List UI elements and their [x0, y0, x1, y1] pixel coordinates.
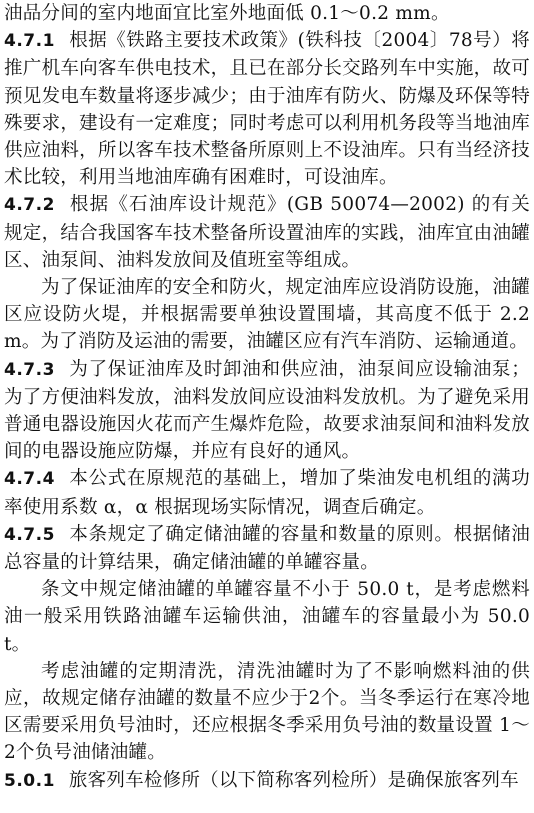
- clause-4-7-3: [4, 356, 530, 466]
- paragraph-tank-count: [4, 658, 530, 767]
- paragraph-fire-safety: [4, 274, 530, 356]
- clause-number: 4.7.5: [4, 524, 55, 545]
- paragraph-text: 根据《石油库设计规范》(GB 50074—2002) 的有关规定，结合我国客车技术整备所设置油库的实践，油库宜由油罐区、油泵间、油料发放间及值班室等组成。: [4, 194, 530, 271]
- paragraph-tank-capacity: [4, 576, 530, 658]
- paragraph-text: 本公式在原规范的基础上，增加了柴油发电机组的满功率使用系数 α，α 根据现场实际情况，调查后确定。: [4, 468, 530, 518]
- paragraph-continuation: [4, 0, 530, 27]
- paragraph-text: 考虑油罐的定期清洗，清洗油罐时为了不影响燃料油的供应，故规定储存油罐的数量不应少于2个。当冬季运行在寒冷地区需要采用负号油时，还应根据冬季采用负号油的数量设置 1～2个负号油储油罐。: [4, 660, 530, 764]
- clause-number: 4.7.4: [4, 469, 55, 490]
- paragraph-text: 本条规定了确定储油罐的容量和数量的原则。根据储油总容量的计算结果，确定储油罐的单罐容量。: [4, 523, 530, 574]
- clause-number: 5.0.1: [4, 770, 55, 791]
- clause-5-0-1: [4, 767, 530, 795]
- paragraph-text: 根据《铁路主要技术政策》(铁科技〔2004〕78号）将推广机车向客车供电技术，且已在部分长交路列车中实施，故可预见发电车数量将逐步减少；由于油库有防火、防爆及环保等特殊要求，建设有一定难度；同时考虑可以利用机务段等当地油库供应油料，所以客车技术整备所原则上不设油库。只有当经济技术比较，利用当地油库确有困难时，可设油库。: [4, 30, 530, 189]
- clause-4-7-1: [4, 27, 530, 191]
- paragraph-text: 条文中规定储油罐的单罐容量不小于 50.0 t，是考虑燃料油一般采用铁路油罐车运输供油，油罐车的容量最小为 50.0 t。: [4, 579, 530, 655]
- clause-number: 4.7.2: [4, 195, 55, 216]
- paragraph-text: 旅客列车检修所（以下简称客列检所）是确保旅客列车: [68, 769, 519, 791]
- clause-4-7-2: [4, 191, 530, 274]
- document-page: [4, 0, 530, 795]
- paragraph-text: 油品分间的室内地面宜比室外地面低 0.1～0.2 mm。: [4, 3, 450, 24]
- clause-4-7-5: [4, 521, 530, 576]
- paragraph-text: 为了保证油库的安全和防火，规定油库应设消防设施，油罐区应设防火堤，并根据需要单独设置围墙，其高度不低于 2.2 m。为了消防及运油的需要，油罐区应有汽车消防、运输通道。: [4, 277, 530, 353]
- clause-number: 4.7.3: [4, 359, 55, 380]
- clause-number: 4.7.1: [4, 31, 55, 52]
- clause-4-7-4: [4, 465, 530, 520]
- paragraph-text: 为了保证油库及时卸油和供应油，油泵间应设输油泵；为了方便油料发放，油料发放间应设油料发放机。为了避免采用普通电器设施因火花而产生爆炸危险，故要求油泵间和油料发放间的电器设施应防爆，并应有良好的通风。: [4, 358, 530, 463]
